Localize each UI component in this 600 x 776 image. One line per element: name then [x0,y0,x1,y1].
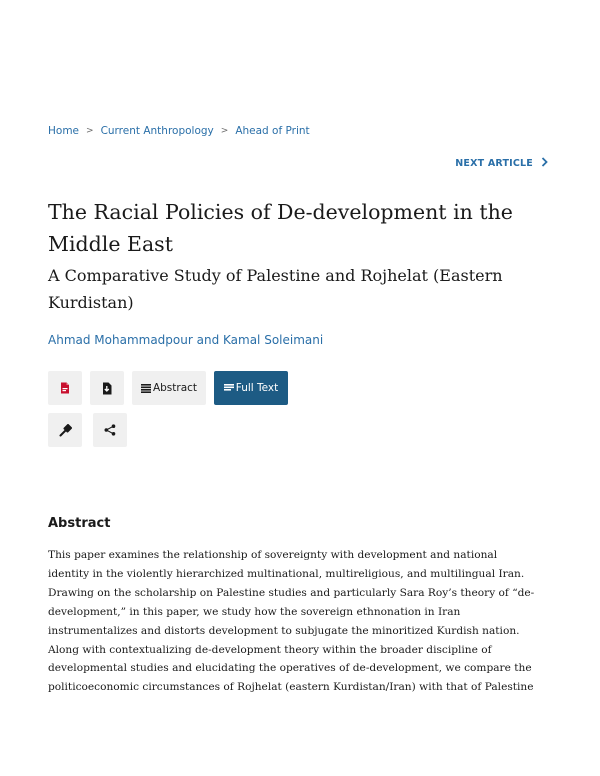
abstract-line: identity in the violently hierarchized multinational, multireligious, and multilingual Iran. [48,567,525,580]
full-text-button-label: Full Text [235,382,279,394]
article-subtitle [48,262,518,316]
pdf-icon [60,382,70,394]
list-icon [141,384,151,393]
chevron-right-icon [541,157,548,170]
abstract-line: Along with contextualizing de-development theory within the broader discipline of [48,643,492,656]
article-title [48,196,518,260]
abstract-heading: Abstract [48,516,111,531]
abstract-line: politicoeconomic circumstances of Rojhelat (eastern Kurdistan/Iran) with that of Palestine [48,681,534,694]
breadcrumb [48,125,310,137]
breadcrumb-separator: > [220,126,229,136]
breadcrumb-current-anthropology[interactable]: Current Anthropology [100,125,214,137]
abstract-button[interactable] [132,371,206,405]
tools-button[interactable] [48,413,82,447]
full-text-button[interactable] [214,371,288,405]
abstract-line: instrumentalizes and distorts development to subjugate the minoritized Kurdish nation. [48,624,520,637]
article-title-line: Middle East [48,232,173,256]
article-title-line: The Racial Policies of De-development in the [48,200,513,224]
wrench-icon [59,424,72,437]
breadcrumb-home[interactable]: Home [48,125,80,137]
next-article-link[interactable] [455,157,548,170]
full-text-icon [224,384,234,393]
authors-link[interactable]: Ahmad Mohammadpour and Kamal Soleimani [48,333,324,347]
abstract-button-label: Abstract [152,382,198,394]
pdf-button[interactable] [48,371,82,405]
abstract-line: This paper examines the relationship of sovereignty with development and national [48,549,498,561]
abstract-line: developmental studies and elucidating the operatives of de-development, we compare the [48,662,532,675]
abstract-body [48,546,554,697]
share-button[interactable] [93,413,127,447]
next-article-label: NEXT ARTICLE [455,158,533,169]
breadcrumb-ahead-of-print[interactable]: Ahead of Print [235,125,310,137]
article-subtitle-line: A Comparative Study of Palestine and Rojhelat (Eastern [48,266,503,285]
download-pdf-button[interactable] [90,371,124,405]
article-subtitle-line: Kurdistan) [48,293,134,312]
authors [48,333,323,347]
breadcrumb-separator: > [86,126,94,136]
download-pdf-icon [102,382,113,395]
abstract-line: development,” in this paper, we study how the sovereign ethnonation in Iran [48,605,461,618]
share-icon [104,424,116,436]
abstract-line: Drawing on the scholarship on Palestine studies and particularly Sara Roy’s theory of “de- [48,586,535,599]
